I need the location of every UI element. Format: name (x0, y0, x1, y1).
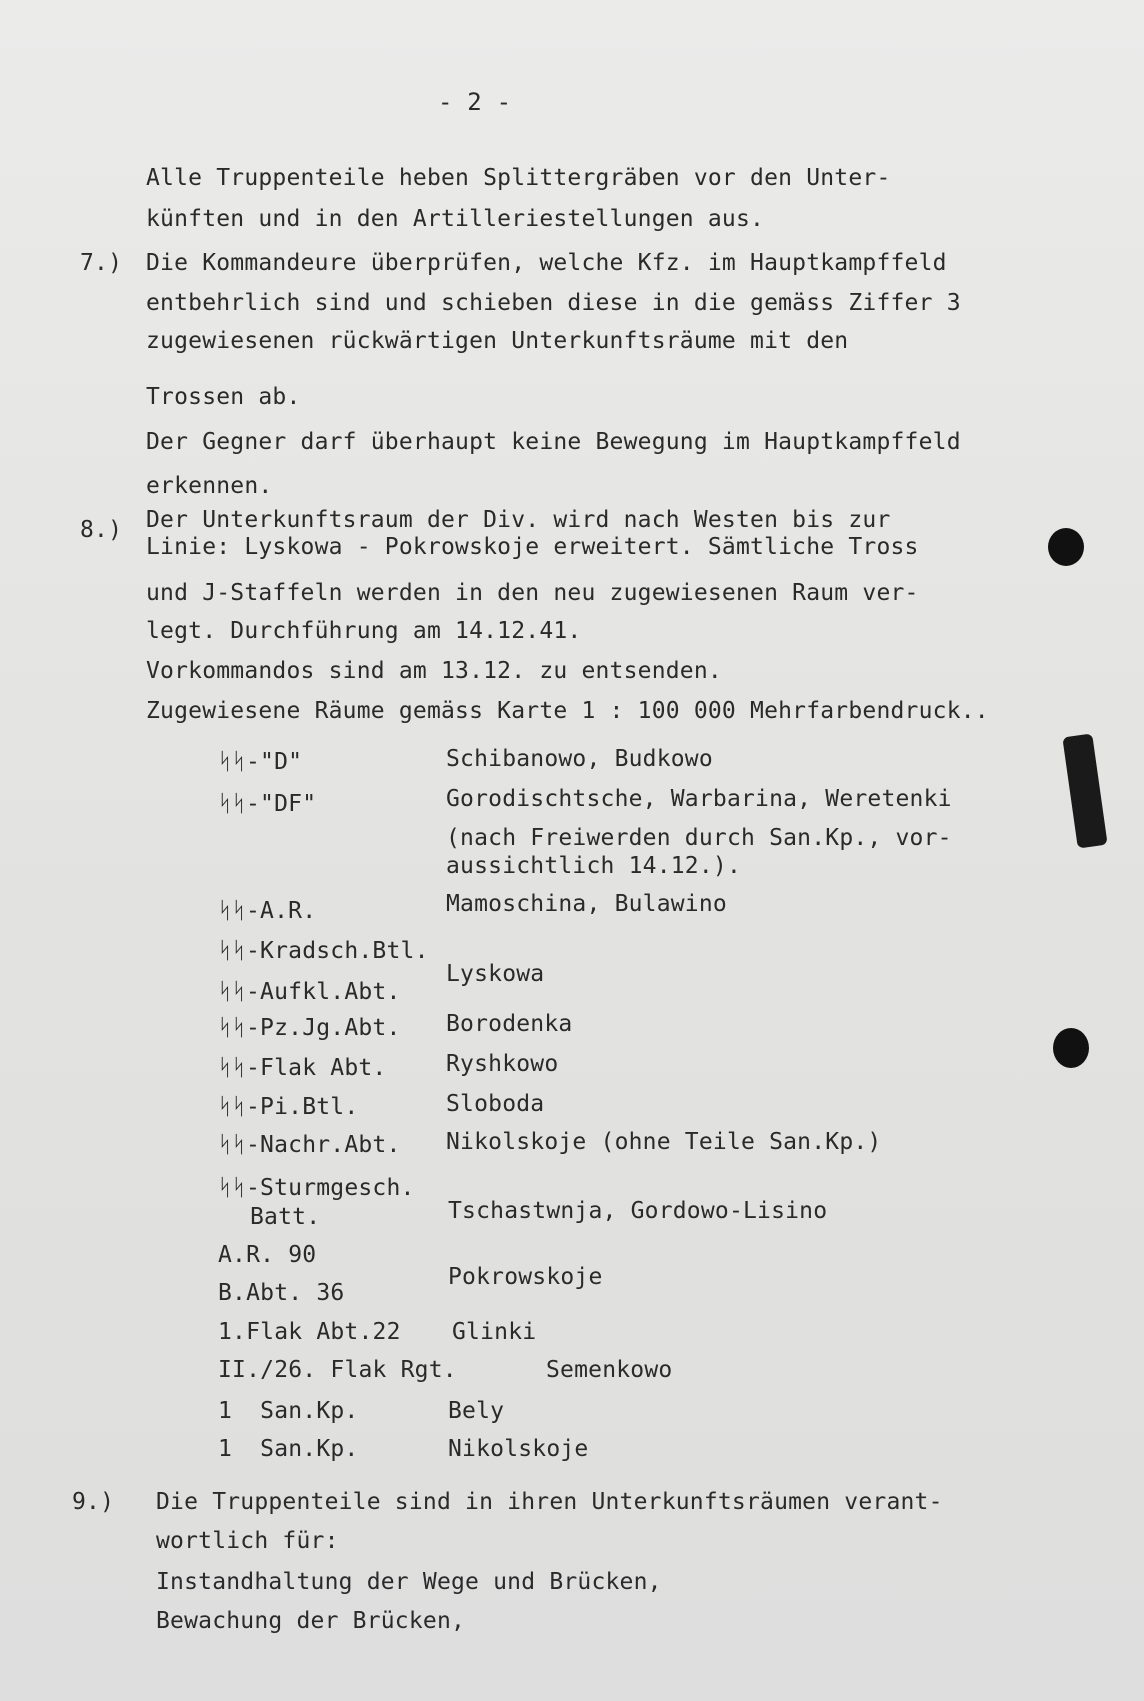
section-9-number: 9.) (72, 1489, 115, 1515)
intro-line-1: Alle Truppenteile heben Splittergräben vor den Unter- (146, 165, 891, 191)
section-7-line-6: erkennen. (146, 473, 273, 499)
location-1-flak-abt-22: Glinki (452, 1319, 537, 1345)
location-pi-btl: Sloboda (446, 1091, 545, 1117)
unit-flak-abt: ᛋᛋ-Flak Abt. (218, 1055, 387, 1081)
unit-sturmgesch-batt: Batt. (250, 1204, 321, 1230)
unit-pz-jg-abt: ᛋᛋ-Pz.Jg.Abt. (218, 1015, 401, 1041)
unit-pi-btl: ᛋᛋ-Pi.Btl. (218, 1094, 359, 1120)
section-8-line-6: Zugewiesene Räume gemäss Karte 1 : 100 000 Mehrfarbendruck.. (146, 698, 989, 724)
intro-line-2: künften und in den Artilleriestellungen aus. (146, 206, 765, 232)
location-san-kp-1: Bely (448, 1398, 505, 1424)
punch-hole-upper (1048, 528, 1084, 566)
unit-san-kp-2: 1 San.Kp. (218, 1436, 359, 1462)
punch-hole-lower (1053, 1028, 1089, 1068)
section-9-line-2: wortlich für: (156, 1528, 339, 1554)
unit-ar: ᛋᛋ-A.R. (218, 898, 317, 924)
section-8-number: 8.) (80, 517, 123, 543)
unit-aufkl-abt: ᛋᛋ-Aufkl.Abt. (218, 979, 401, 1005)
unit-ar-90: A.R. 90 (218, 1242, 317, 1268)
section-7-number: 7.) (80, 250, 123, 276)
unit-sturmgesch: ᛋᛋ-Sturmgesch. (218, 1175, 415, 1201)
unit-d: ᛋᛋ-"D" (218, 749, 303, 775)
section-9-line-1: Die Truppenteile sind in ihren Unterkunftsräumen verant- (156, 1489, 943, 1515)
unit-nachr-abt: ᛋᛋ-Nachr.Abt. (218, 1132, 401, 1158)
location-df-note-2: aussichtlich 14.12.). (446, 853, 741, 879)
section-9-line-4: Bewachung der Brücken, (156, 1608, 466, 1634)
section-7-line-3: zugewiesenen rückwärtigen Unterkunftsräume mit den (146, 328, 849, 354)
location-san-kp-2: Nikolskoje (448, 1436, 589, 1462)
location-d: Schibanowo, Budkowo (446, 746, 713, 772)
location-kradsch-aufkl: Lyskowa (446, 961, 545, 987)
location-df: Gorodischtsche, Warbarina, Weretenki (446, 786, 952, 812)
section-9-line-3: Instandhaltung der Wege und Brücken, (156, 1569, 662, 1595)
section-7-line-5: Der Gegner darf überhaupt keine Bewegung im Hauptkampffeld (146, 429, 961, 455)
location-nachr-abt: Nikolskoje (ohne Teile San.Kp.) (446, 1129, 882, 1155)
section-8-line-1: Der Unterkunftsraum der Div. wird nach Westen bis zur (146, 507, 891, 533)
unit-kradsch-btl: ᛋᛋ-Kradsch.Btl. (218, 938, 429, 964)
unit-san-kp-1: 1 San.Kp. (218, 1398, 359, 1424)
unit-ii-26-flak-rgt: II./26. Flak Rgt. (218, 1357, 457, 1383)
unit-df: ᛋᛋ-"DF" (218, 791, 317, 817)
location-df-note-1: (nach Freiwerden durch San.Kp., vor- (446, 825, 952, 851)
location-ar: Mamoschina, Bulawino (446, 891, 727, 917)
section-7-line-2: entbehrlich sind und schieben diese in die gemäss Ziffer 3 (146, 290, 961, 316)
page-number: - 2 - (438, 88, 512, 116)
section-8-line-3: und J-Staffeln werden in den neu zugewiesenen Raum ver- (146, 580, 919, 606)
location-ii-26-flak-rgt: Semenkowo (546, 1357, 673, 1383)
unit-1-flak-abt-22: 1.Flak Abt.22 (218, 1319, 401, 1345)
section-8-line-4: legt. Durchführung am 14.12.41. (146, 618, 582, 644)
ink-smudge (1062, 733, 1107, 848)
location-ar-90-b-abt: Pokrowskoje (448, 1264, 603, 1290)
section-7-line-4: Trossen ab. (146, 384, 301, 410)
section-8-line-5: Vorkommandos sind am 13.12. zu entsenden. (146, 658, 722, 684)
section-7-line-1: Die Kommandeure überprüfen, welche Kfz. im Hauptkampffeld (146, 250, 947, 276)
location-sturmgesch: Tschastwnja, Gordowo-Lisino (448, 1198, 828, 1224)
unit-b-abt-36: B.Abt. 36 (218, 1280, 345, 1306)
location-pz-jg-abt: Borodenka (446, 1011, 573, 1037)
location-flak-abt: Ryshkowo (446, 1051, 559, 1077)
section-8-line-2: Linie: Lyskowa - Pokrowskoje erweitert. Sämtliche Tross (146, 534, 919, 560)
